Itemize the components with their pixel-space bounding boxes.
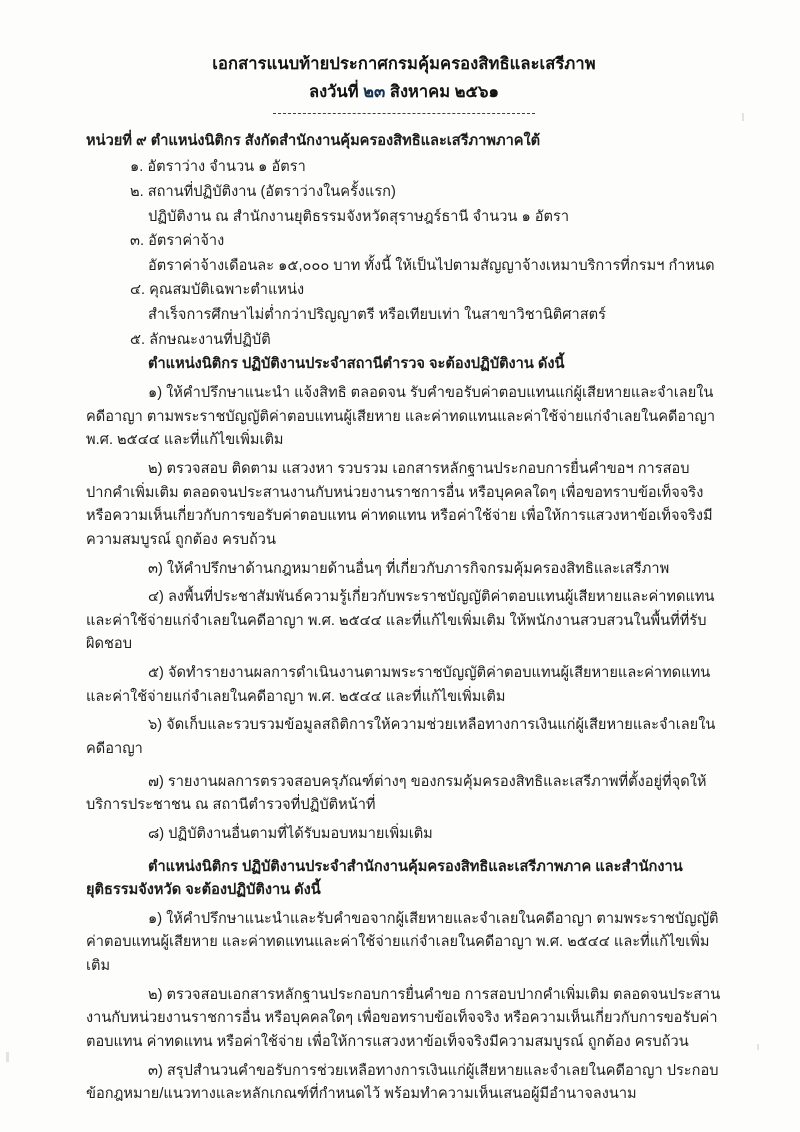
spacer — [86, 763, 722, 771]
section-heading-police-station: ตำแหน่งนิติกร ปฏิบัติงานประจำสถานีตำรวจ จะต้องปฏิบัติงาน ดังนี้ — [148, 356, 565, 373]
duty-paragraph: ๘) ปฏิบัติงานอื่นตามที่ได้รับมอบหมายเพิ่มเติม — [148, 825, 433, 842]
item-number: ๒. — [130, 183, 144, 200]
duty-paragraph: ๒) ตรวจสอบเอกสารหลักฐานประกอบการยื่นคำขอ การสอบปากคำเพิ่มเติม ตลอดจนประสานงานกับหน่วยงานราชการอื่น หรือบุคคลใดๆ เพื่อขอทราบข้อเท็จจริง หรือความเห็นเกี่ยวกับการขอรับค่าตอบแทน ค่าทดแทน หรือค่าใช้จ่าย เพื่อให้การแสวงหาข้อเท็จจริงมีความสมบูรณ์ ถูกต้อง ครบถ้วน — [86, 986, 721, 1051]
item-label: ลักษณะงานที่ปฏิบัติ — [149, 331, 271, 348]
duty-paragraph: ๒) ตรวจสอบ ติดตาม แสวงหา รวบรวม เอกสารหลักฐานประกอบการยื่นคำขอฯ การสอบปากคำเพิ่มเติม ตลอดจนประสานงานกับหน่วยงานราชการอื่น หรือบุคคลใดๆ เพื่อขอทราบข้อเท็จจริง หรือความเห็นเกี่ยวกับการขอรับค่าตอบแทน ค่าทดแทน หรือค่าใช้จ่าย เพื่อให้การแสวงหาข้อเท็จจริงมีความสมบูรณ์ ถูกต้อง ครบถ้วน — [86, 460, 713, 548]
document-date-line — [86, 78, 722, 106]
document-header — [86, 52, 722, 106]
duty-paragraph: ๖) จัดเก็บและรวบรวมข้อมูลสถิติการให้ความช่วยเหลือทางการเงินแก่ผู้เสียหายและจำเลยในคดีอาญา — [86, 717, 716, 757]
unit-heading: หน่วยที่ ๙ ตำแหน่งนิติกร สังกัดสำนักงานคุ้มครองสิทธิและเสรีภาพภาคใต้ — [86, 132, 541, 149]
document-body — [86, 130, 722, 1107]
list-item — [86, 279, 722, 303]
duty-paragraph: ๗) รายงานผลการตรวจสอบครุภัณฑ์ต่างๆ ของกรมคุ้มครองสิทธิและเสรีภาพที่ตั้งอยู่ที่จุดให้บริการประชาชน ณ สถานีตำรวจที่ปฏิบัติหน้าที่ — [86, 773, 707, 814]
header-separator — [86, 113, 722, 114]
item-label: สถานที่ปฏิบัติงาน (อัตราว่างในครั้งแรก) — [147, 183, 396, 200]
document-title: เอกสารแนบท้ายประกาศกรมคุ้มครองสิทธิและเสรีภาพ — [212, 55, 596, 73]
item-detail: อัตราค่าจ้างเดือนละ ๑๕,๐๐๐ บาท ทั้งนี้ ให้เป็นไปตามสัญญาจ้างเหมาบริการที่กรมฯ กำหนด — [148, 257, 715, 274]
list-item — [86, 156, 722, 180]
section-heading-provincial-office: ตำแหน่งนิติกร ปฏิบัติงานประจำสำนักงานคุ้มครองสิทธิและเสรีภาพภาค และสำนักงานยุติธรรมจังหวัด จะต้องปฏิบัติงาน ดังนี้ — [86, 858, 683, 899]
item-detail: ปฏิบัติงาน ณ สำนักงานยุติธรรมจังหวัดสุราษฎร์ธานี จำนวน ๑ อัตรา — [148, 208, 570, 225]
item-number: ๓. — [130, 233, 145, 250]
duty-paragraph: ๑) ให้คำปรึกษาแนะนำ แจ้งสิทธิ ตลอดจน รับคำขอรับค่าตอบแทนแก่ผู้เสียหายและจำเลยในคดีอาญา ตามพระราชบัญญัติค่าตอบแทนผู้เสียหาย และค่าทดแทนและค่าใช้จ่ายแก่จำเลยในคดีอาญา พ.ศ. ๒๕๔๔ และที่แก้ไขเพิ่มเติม — [86, 385, 716, 449]
date-suffix-label: สิงหาคม ๒๕๖๑ — [385, 82, 499, 101]
duty-paragraph: ๔) ลงพื้นที่ประชาสัมพันธ์ความรู้เกี่ยวกับพระราชบัญญัติค่าตอบแทนผู้เสียหายและค่าทดแทนและค่าใช้จ่ายแก่จำเลยในคดีอาญา พ.ศ. ๒๕๔๔ และที่แก้ไขเพิ่มเติม ให้พนักงานสวบสวนในพื้นที่ที่รับผิดชอบ — [86, 589, 715, 653]
list-item — [86, 230, 722, 254]
date-prefix-label: ลงวันที่ — [308, 82, 364, 101]
duty-paragraph: ๕) จัดทำรายงานผลการดำเนินงานตามพระราชบัญญัติค่าตอบแทนผู้เสียหายและค่าทดแทนและค่าใช้จ่ายแก่จำเลยในคดีอาญา พ.ศ. ๒๕๔๔ และที่แก้ไขเพิ่มเติม — [86, 665, 711, 705]
list-item — [86, 329, 722, 353]
date-numerals: ๒๓ — [363, 82, 386, 101]
item-label: อัตราว่าง จำนวน ๑ อัตรา — [147, 159, 306, 176]
item-detail: สำเร็จการศึกษาไม่ต่ำกว่าปริญญาตรี หรือเทียบเท่า ในสาขาวิชานิติศาสตร์ — [148, 307, 606, 324]
item-number: ๔. — [130, 282, 146, 299]
list-item — [86, 181, 722, 205]
item-number: ๕. — [130, 331, 146, 348]
item-number: ๑. — [130, 159, 144, 176]
dashed-divider — [273, 113, 535, 114]
item-label: อัตราค่าจ้าง — [148, 233, 225, 250]
duty-paragraph: ๓) สรุปสำนวนคำขอรับการช่วยเหลือทางการเงินแก่ผู้เสียหายและจำเลยในคดีอาญา ประกอบข้อกฎหมาย/แนวทางและหลักเกณฑ์ที่กำหนดไว้ พร้อมทำความเห็นเสนอผู้มีอำนาจลงนาม — [86, 1062, 719, 1103]
duty-paragraph: ๓) ให้คำปรึกษาด้านกฎหมายด้านอื่นๆ ที่เกี่ยวกับภารกิจกรมคุ้มครองสิทธิและเสรีภาพ — [148, 560, 670, 577]
spacer — [86, 848, 722, 856]
item-label: คุณสมบัติเฉพาะตำแหน่ง — [149, 282, 305, 299]
duty-paragraph: ๑) ให้คำปรึกษาแนะนำและรับคำขอจากผู้เสียหายและจำเลยในคดีอาญา ตามพระราชบัญญัติค่าตอบแทนผู้เสียหาย และค่าทดแทนและค่าใช้จ่ายแก่จำเลยในคดีอาญา พ.ศ. ๒๕๔๔ และที่แก้ไขเพิ่มเติม — [86, 910, 719, 975]
